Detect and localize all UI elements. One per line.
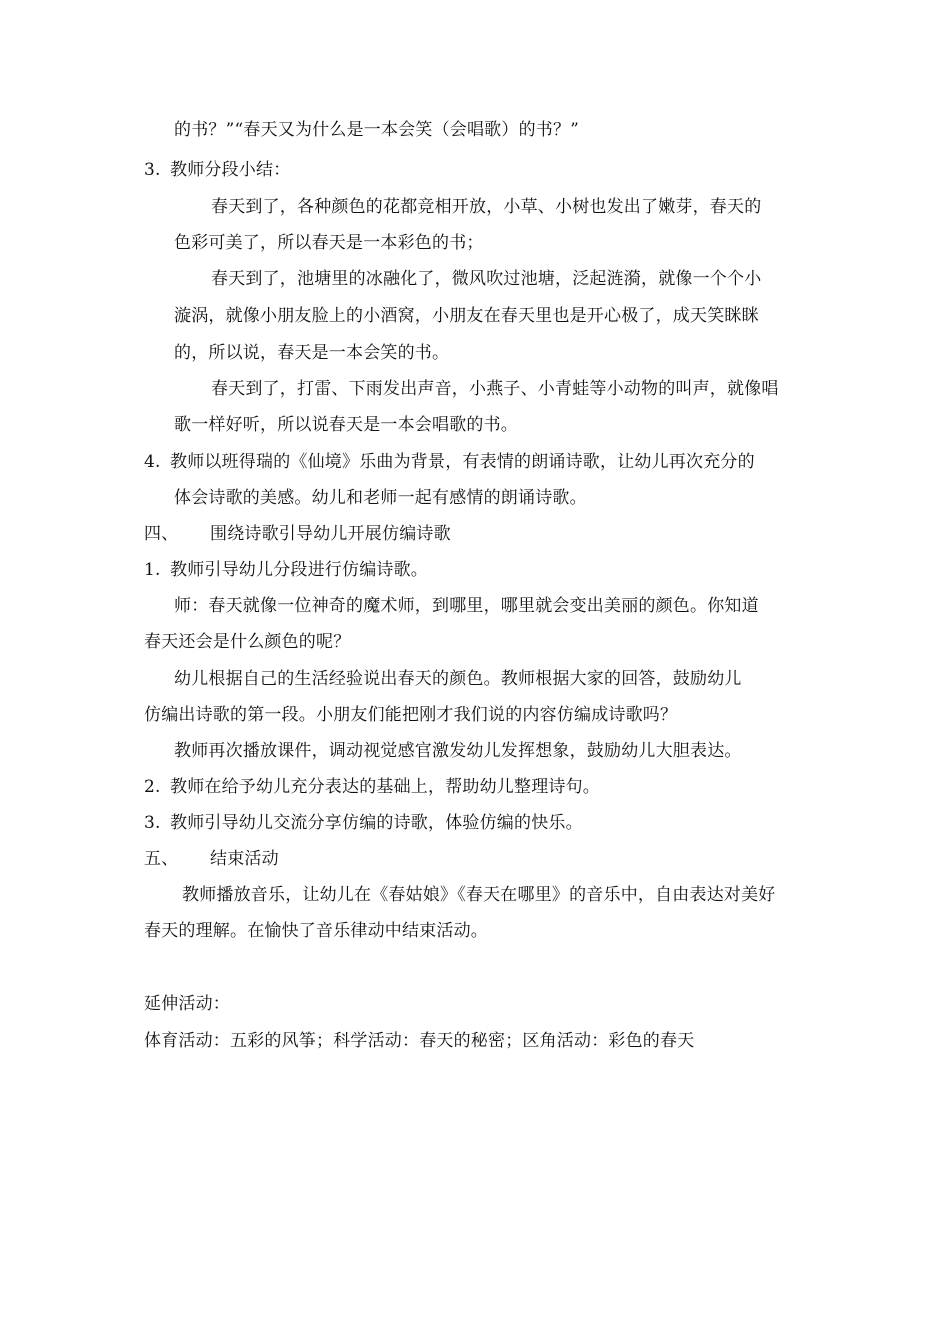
line-text: 教师引导幼儿分段进行仿编诗歌。 bbox=[170, 560, 428, 580]
line-text: 漩涡，就像小朋友脸上的小酒窝，小朋友在春天里也是开心极了，成天笑眯眯 bbox=[174, 306, 759, 326]
text-line bbox=[174, 413, 518, 437]
text-line bbox=[211, 377, 779, 401]
list-number: 2. bbox=[144, 777, 161, 797]
list-number: 3. bbox=[144, 813, 161, 833]
text-line bbox=[144, 1029, 694, 1053]
line-text: 结束活动 bbox=[210, 849, 279, 869]
line-text: 歌一样好听，所以说春天是一本会唱歌的书。 bbox=[174, 415, 518, 435]
line-text: 幼儿根据自己的生活经验说出春天的颜色。教师根据大家的回答，鼓励幼儿 bbox=[174, 669, 742, 689]
line-text: 春天到了，打雷、下雨发出声音，小燕子、小青蛙等小动物的叫声，就像唱 bbox=[211, 379, 779, 399]
line-text: 的书？”“春天又为什么是一本会笑（会唱歌）的书？” bbox=[174, 120, 580, 140]
line-text: 春天到了，池塘里的冰融化了，微风吹过池塘，泛起涟漪，就像一个个小 bbox=[211, 269, 762, 289]
line-text: 春天还会是什么颜色的呢？ bbox=[144, 632, 351, 652]
section-heading bbox=[144, 847, 279, 871]
text-line bbox=[144, 919, 488, 943]
list-item bbox=[144, 811, 583, 835]
list-item bbox=[144, 450, 755, 474]
text-line bbox=[144, 703, 677, 727]
section-heading bbox=[144, 522, 451, 546]
line-text: 教师再次播放课件，调动视觉感官激发幼儿发挥想象，鼓励幼儿大胆表达。 bbox=[174, 741, 742, 761]
text-line bbox=[174, 304, 759, 328]
text-line bbox=[174, 118, 579, 142]
line-text: 教师以班得瑞的《仙境》乐曲为背景，有表情的朗诵诗歌，让幼儿再次充分的 bbox=[170, 452, 755, 472]
section-number: 四、 bbox=[144, 524, 179, 544]
text-line bbox=[182, 883, 776, 907]
list-item bbox=[144, 158, 290, 182]
line-text: 体育活动：五彩的风筝；科学活动：春天的秘密；区角活动：彩色的春天 bbox=[144, 1031, 695, 1051]
line-text: 围绕诗歌引导幼儿开展仿编诗歌 bbox=[210, 524, 451, 544]
line-text: 的，所以说，春天是一本会笑的书。 bbox=[174, 343, 450, 363]
line-text: 体会诗歌的美感。幼儿和老师一起有感情的朗诵诗歌。 bbox=[174, 488, 587, 508]
text-line bbox=[174, 594, 759, 618]
line-text: 春天的理解。在愉快了音乐律动中结束活动。 bbox=[144, 921, 488, 941]
line-text: 教师分段小结： bbox=[170, 160, 291, 180]
text-line bbox=[174, 667, 742, 691]
text-line bbox=[211, 195, 761, 219]
list-item bbox=[144, 558, 428, 582]
line-text: 教师引导幼儿交流分享仿编的诗歌，体验仿编的快乐。 bbox=[170, 813, 583, 833]
line-text: 延伸活动： bbox=[144, 994, 230, 1014]
extension-heading bbox=[144, 992, 230, 1016]
text-line bbox=[174, 739, 742, 763]
line-text: 仿编出诗歌的第一段。小朋友们能把刚才我们说的内容仿编成诗歌吗？ bbox=[144, 705, 678, 725]
line-text: 教师在给予幼儿充分表达的基础上，帮助幼儿整理诗句。 bbox=[170, 777, 600, 797]
line-text: 春天到了，各种颜色的花都竞相开放，小草、小树也发出了嫩芽，春天的 bbox=[211, 197, 762, 217]
section-number: 五、 bbox=[144, 849, 179, 869]
text-line bbox=[174, 486, 587, 510]
text-line bbox=[174, 341, 449, 365]
list-number: 1. bbox=[144, 560, 161, 580]
text-line bbox=[211, 267, 761, 291]
list-item bbox=[144, 775, 600, 799]
line-text: 师：春天就像一位神奇的魔术师，到哪里，哪里就会变出美丽的颜色。你知道 bbox=[174, 596, 759, 616]
list-number: 4. bbox=[144, 452, 161, 472]
text-line bbox=[174, 231, 484, 255]
list-number: 3. bbox=[144, 160, 161, 180]
line-text: 色彩可美了，所以春天是一本彩色的书； bbox=[174, 233, 484, 253]
text-line bbox=[144, 630, 350, 654]
line-text: 教师播放音乐，让幼儿在《春姑娘》《春天在哪里》的音乐中，自由表达对美好 bbox=[182, 885, 776, 905]
